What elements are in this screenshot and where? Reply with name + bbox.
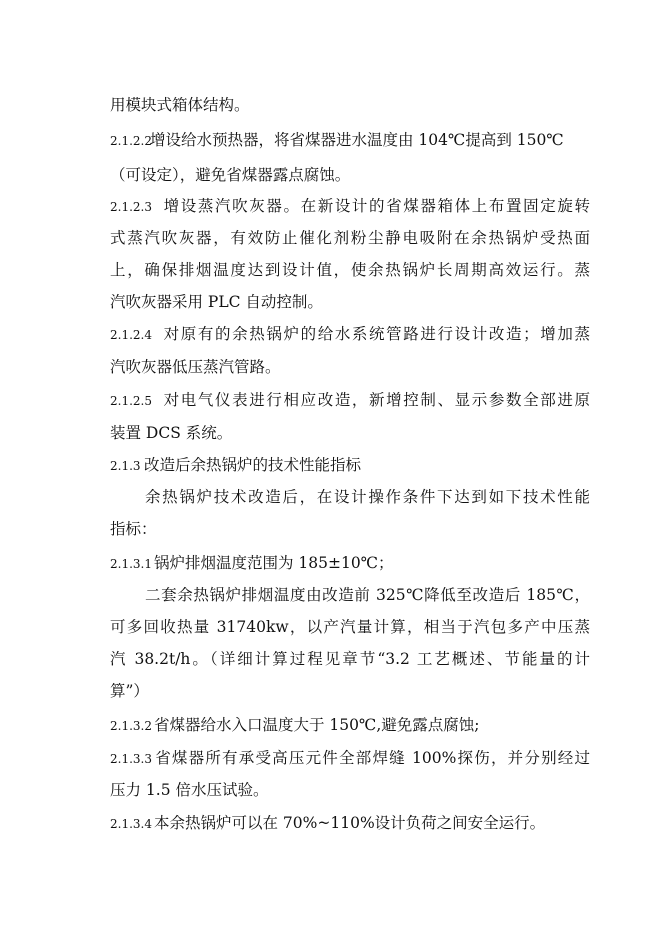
text-line xyxy=(110,259,590,281)
line-text: 增设蒸汽吹灰器。在新设计的省煤器箱体上布置固定旋转 xyxy=(162,197,590,215)
text-line xyxy=(110,422,590,444)
text-line xyxy=(110,291,590,313)
section-number: 2.1.3.1 xyxy=(110,557,152,571)
text-line xyxy=(110,227,590,249)
section-number: 2.1.2.4 xyxy=(110,328,152,342)
text-line xyxy=(110,779,590,801)
section-number: 2.1.3.4 xyxy=(110,817,152,831)
line-text: 锅炉排烟温度范围为 185±10℃； xyxy=(154,554,394,572)
line-text: 汽 38.2t/h。（详细计算过程见章节“3.2 工艺概述、节能量的计 xyxy=(110,650,590,668)
text-line xyxy=(110,680,590,702)
text-line xyxy=(110,94,590,116)
section-number: 2.1.3 xyxy=(110,459,141,473)
numbered-line xyxy=(110,714,590,737)
heading-line xyxy=(110,454,590,477)
line-text: 可多回收热量 31740kw，以产汽量计算，相当于汽包多产中压蒸 xyxy=(110,618,590,636)
text-line xyxy=(110,648,590,670)
line-text: 压力 1.5 倍水压试验。 xyxy=(110,781,269,799)
numbered-line xyxy=(110,129,590,152)
line-text: （可设定），避免省煤器露点腐蚀。 xyxy=(110,166,351,184)
section-heading: 改造后余热锅炉的技术性能指标 xyxy=(144,456,362,474)
text-line xyxy=(145,486,590,508)
line-text: 二套余热锅炉排烟温度由改造前 325℃降低至改造后 185℃， xyxy=(145,586,590,604)
line-text: 汽吹灰器采用 PLC 自动控制。 xyxy=(110,293,323,311)
line-text: 本余热锅炉可以在 70%~110%设计负荷之间安全运行。 xyxy=(154,814,546,832)
numbered-line xyxy=(110,552,590,575)
text-line xyxy=(110,518,590,540)
numbered-line xyxy=(110,747,590,770)
line-text: 式蒸汽吹灰器，有效防止催化剂粉尘静电吸附在余热锅炉受热面 xyxy=(110,229,590,247)
line-text: 用模块式箱体结构。 xyxy=(110,96,250,114)
line-text: 装置 DCS 系统。 xyxy=(110,424,233,442)
line-text: 省煤器所有承受高压元件全部焊缝 100%探伤，并分别经过 xyxy=(154,749,590,767)
numbered-line xyxy=(110,195,590,218)
numbered-line xyxy=(110,812,590,835)
line-text: 余热锅炉技术改造后，在设计操作条件下达到如下技术性能 xyxy=(145,488,590,506)
line-text: 算”） xyxy=(110,682,149,700)
text-line xyxy=(110,164,590,186)
numbered-line xyxy=(110,389,590,412)
section-number: 2.1.3.3 xyxy=(110,752,152,766)
line-text: 省煤器给水入口温度大于 150℃,避免露点腐蚀; xyxy=(154,716,480,734)
text-line xyxy=(110,616,590,638)
line-text: 对原有的余热锅炉的给水系统管路进行设计改造；增加蒸 xyxy=(162,325,590,343)
text-line xyxy=(145,584,590,606)
line-text: 指标： xyxy=(110,520,157,538)
line-text: 汽吹灰器低压蒸汽管路。 xyxy=(110,358,281,376)
line-text: 对电气仪表进行相应改造，新增控制、显示参数全部进原 xyxy=(162,391,590,409)
line-text: 上，确保排烟温度达到设计值，使余热锅炉长周期高效运行。蒸 xyxy=(110,261,590,279)
numbered-line xyxy=(110,323,590,346)
line-text: 增设给水预热器，将省煤器进水温度由 104℃提高到 150℃ xyxy=(150,131,564,149)
section-number: 2.1.2.5 xyxy=(110,394,152,408)
text-line xyxy=(110,356,590,378)
section-number: 2.1.2.3 xyxy=(110,200,152,214)
section-number: 2.1.3.2 xyxy=(110,719,152,733)
section-number: 2.1.2.2 xyxy=(110,134,152,148)
